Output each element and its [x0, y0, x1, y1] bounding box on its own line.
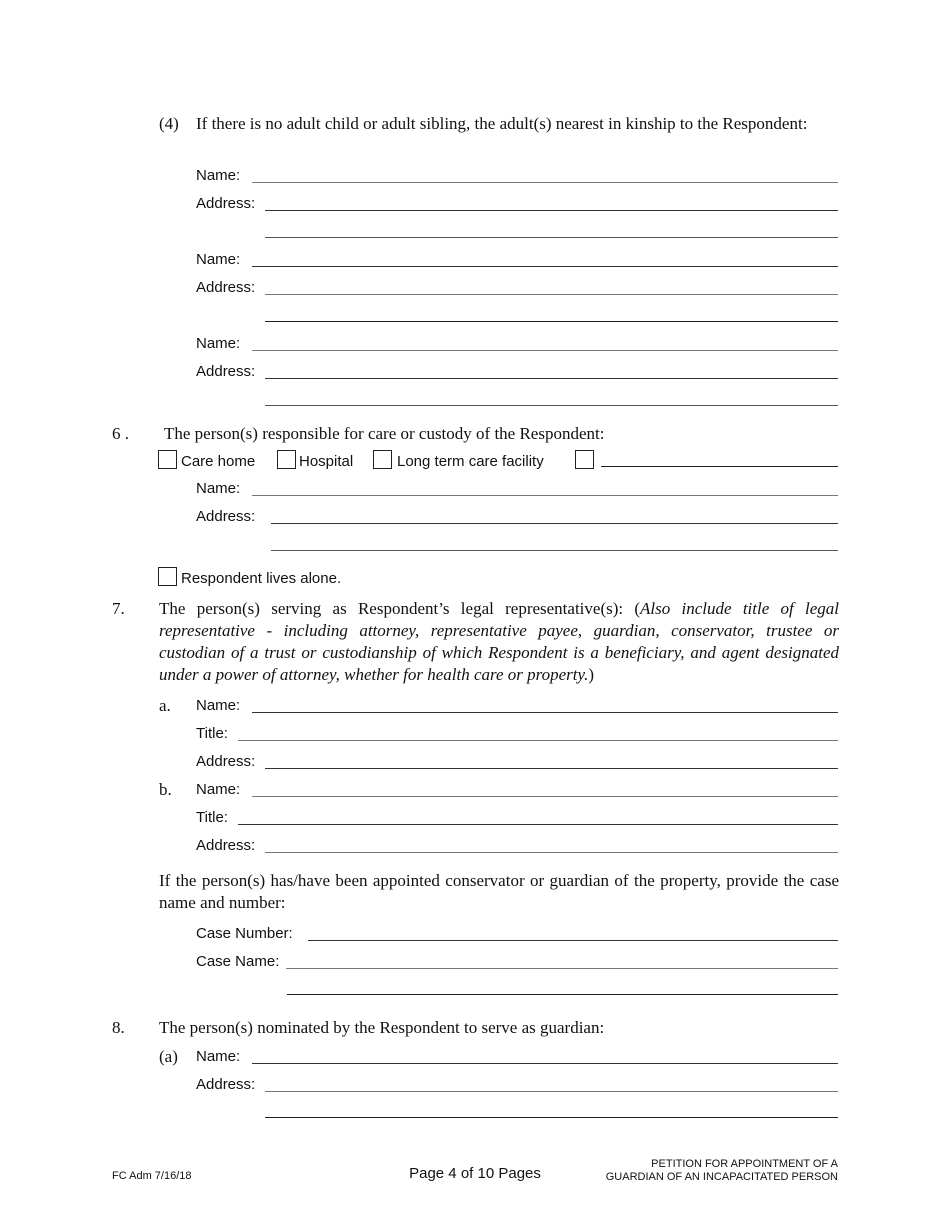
- s7a-address-field[interactable]: [265, 768, 838, 769]
- s8a-address-continuation[interactable]: [265, 1117, 838, 1118]
- s6-address-field[interactable]: [271, 523, 838, 524]
- s4-address-1-continuation[interactable]: [265, 237, 838, 238]
- section-4-text: If there is no adult child or adult sibling, the adult(s) nearest in kinship to the Respondent:: [196, 114, 808, 133]
- other-facility-checkbox[interactable]: [575, 450, 594, 469]
- s8a-address-field[interactable]: [265, 1091, 838, 1092]
- other-facility-field[interactable]: [601, 466, 838, 467]
- care-home-checkbox[interactable]: [158, 450, 177, 469]
- s6-name-row: [196, 478, 838, 498]
- s4-name-3-field[interactable]: [252, 350, 838, 351]
- s8a-address-row: [196, 1074, 838, 1094]
- section-6-number: 6 .: [112, 424, 129, 443]
- name-label: Name:: [196, 167, 241, 184]
- s6-address-continuation[interactable]: [271, 550, 838, 551]
- s6-address-row: [196, 506, 838, 526]
- s7b-title-field[interactable]: [238, 824, 838, 825]
- document-title: [538, 1158, 838, 1184]
- address-label: Address:: [196, 195, 256, 212]
- s4-name-2-field[interactable]: [252, 266, 838, 267]
- s6-name-field[interactable]: [252, 495, 838, 496]
- page-number: Page 4 of 10 Pages: [409, 1165, 541, 1182]
- item-b-marker: b.: [159, 780, 172, 799]
- s7a-address-row: [196, 751, 838, 771]
- case-name-label: Case Name:: [196, 953, 280, 970]
- section-7-text-plain: The person(s) serving as Respondent’s legal representative(s): (: [159, 599, 641, 618]
- long-term-care-label: Long term care facility: [397, 453, 544, 470]
- s4-address-3-continuation[interactable]: [265, 405, 838, 406]
- s7b-address-row: [196, 835, 838, 855]
- address-label: Address:: [196, 837, 256, 854]
- s8a-name-row: [196, 1046, 838, 1066]
- section-8-number: 8.: [112, 1018, 125, 1037]
- long-term-care-checkbox[interactable]: [373, 450, 392, 469]
- s4-address-1-row: [196, 193, 838, 213]
- case-number-field[interactable]: [308, 940, 838, 941]
- hospital-checkbox[interactable]: [277, 450, 296, 469]
- case-name-row: [196, 951, 838, 971]
- address-label: Address:: [196, 279, 256, 296]
- document-title-line-1: PETITION FOR APPOINTMENT OF A: [651, 1158, 838, 1170]
- case-number-row: [196, 923, 838, 943]
- name-label: Name:: [196, 697, 241, 714]
- section-7-text-close: ): [588, 665, 595, 684]
- document-title-line-2: GUARDIAN OF AN INCAPACITATED PERSON: [605, 1171, 838, 1183]
- name-label: Name:: [196, 1048, 241, 1065]
- case-name-continuation[interactable]: [287, 994, 838, 995]
- address-label: Address:: [196, 1076, 256, 1093]
- name-label: Name:: [196, 480, 241, 497]
- s7b-address-field[interactable]: [265, 852, 838, 853]
- s8a-name-field[interactable]: [252, 1063, 838, 1064]
- s4-name-3-row: [196, 333, 838, 353]
- s4-address-2-row: [196, 277, 838, 297]
- section-6-text: The person(s) responsible for care or custody of the Respondent:: [164, 424, 605, 443]
- s4-address-2-continuation[interactable]: [265, 321, 838, 322]
- lives-alone-label: Respondent lives alone.: [181, 570, 342, 587]
- s4-address-3-field[interactable]: [265, 378, 838, 379]
- address-label: Address:: [196, 363, 256, 380]
- s7a-name-row: [196, 695, 838, 715]
- care-home-label: Care home: [181, 453, 256, 470]
- case-number-label: Case Number:: [196, 925, 293, 942]
- address-label: Address:: [196, 508, 256, 525]
- s7b-name-row: [196, 779, 838, 799]
- s4-name-1-field[interactable]: [252, 182, 838, 183]
- name-label: Name:: [196, 335, 241, 352]
- section-7-number: 7.: [112, 599, 125, 618]
- s7b-name-field[interactable]: [252, 796, 838, 797]
- section-8-text: The person(s) nominated by the Respondent to serve as guardian:: [159, 1018, 605, 1037]
- address-label: Address:: [196, 753, 256, 770]
- s7a-title-field[interactable]: [238, 740, 838, 741]
- hospital-label: Hospital: [299, 453, 354, 470]
- section-7-text: [159, 598, 839, 686]
- item-a-marker: a.: [159, 696, 171, 715]
- title-label: Title:: [196, 725, 228, 742]
- case-name-field[interactable]: [286, 968, 838, 969]
- s4-address-3-row: [196, 361, 838, 381]
- title-label: Title:: [196, 809, 228, 826]
- s4-name-1-row: [196, 165, 838, 185]
- name-label: Name:: [196, 781, 241, 798]
- form-id: FC Adm 7/16/18: [112, 1170, 192, 1182]
- s4-address-2-field[interactable]: [265, 294, 838, 295]
- section-7-text-italic: Also include title of legal representative - including attorney, representative payee, guardian, conservator, trustee or custodian of a trust or custodianship of which Respondent is a beneficiary, and agent designated under a power of attorney, whether for health care or property.: [159, 599, 839, 684]
- name-label: Name:: [196, 251, 241, 268]
- s4-name-2-row: [196, 249, 838, 269]
- section-4-number: (4): [159, 114, 179, 133]
- case-instructions: If the person(s) has/have been appointed conservator or guardian of the property, provide the case name and number:: [159, 871, 839, 912]
- s4-address-1-field[interactable]: [265, 210, 838, 211]
- s7a-name-field[interactable]: [252, 712, 838, 713]
- s7b-title-row: [196, 807, 838, 827]
- item-8a-marker: (a): [159, 1047, 178, 1066]
- s7a-title-row: [196, 723, 838, 743]
- lives-alone-checkbox[interactable]: [158, 567, 177, 586]
